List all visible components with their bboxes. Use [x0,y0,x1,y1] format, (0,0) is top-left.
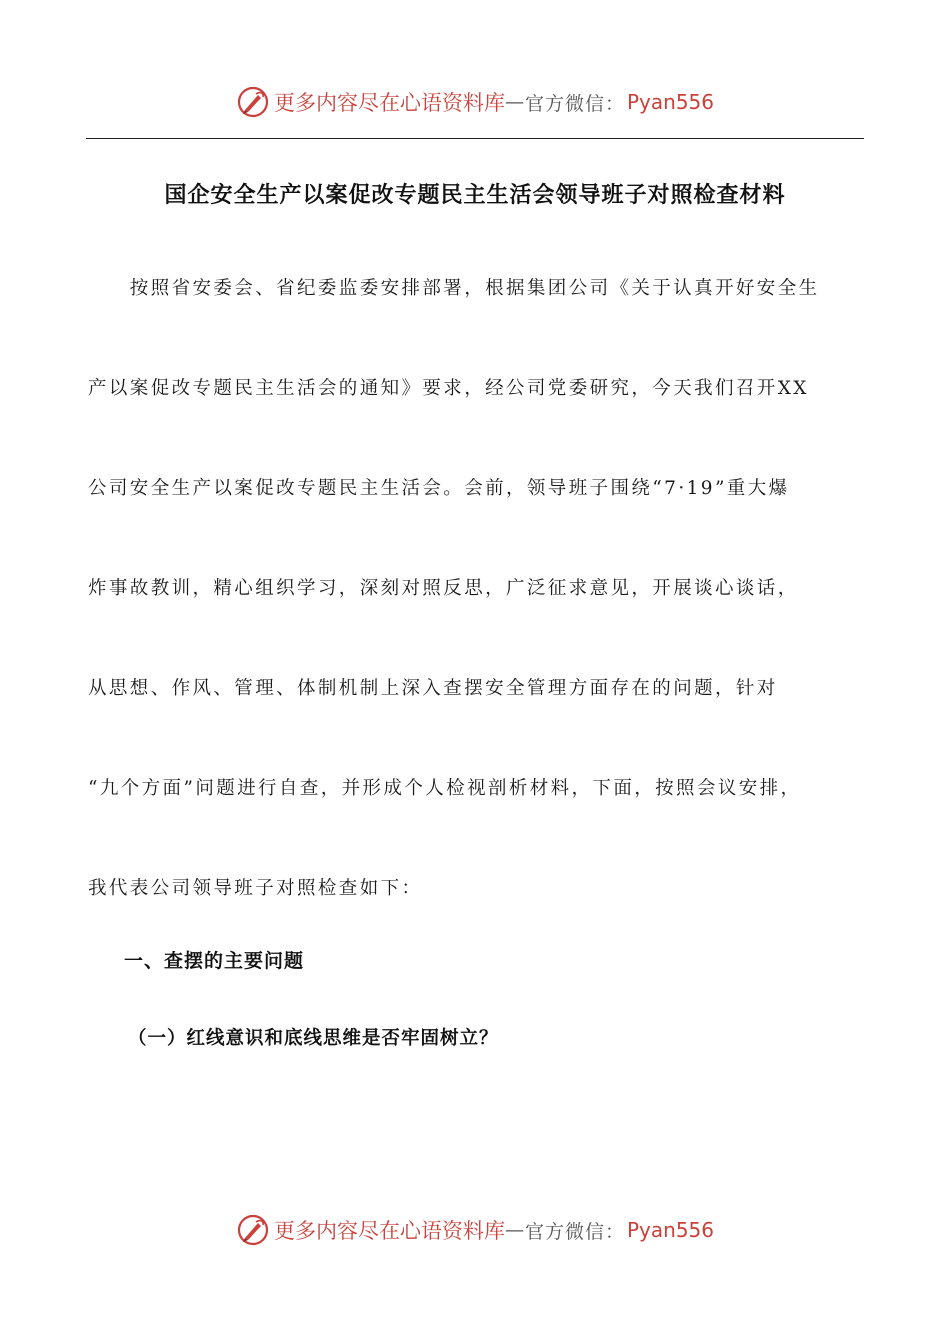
paragraph-line: 公司安全生产以案促改专题民主生活会。会前，领导班子围绕“7·19”重大爆 [88,478,790,499]
watermark-wechat-id: Pyan556 [627,1218,715,1242]
paragraph-line: 从思想、作风、管理、体制机制上深入查摆安全管理方面存在的问题，针对 [88,678,778,699]
document-title: 国企安全生产以案促改专题民主生活会领导班子对照检查材料 [164,183,786,208]
pen-logo-icon [236,85,270,119]
watermark-site-text: 更多内容尽在心语资料库 [273,1219,505,1243]
paragraph-line: “九个方面”问题进行自查，并形成个人检视剖析材料，下面，按照会议安排， [88,778,802,799]
subsection-heading: （一）红线意识和底线思维是否牢固树立？ [128,1028,499,1049]
header-watermark [0,82,950,122]
paragraph-line: 炸事故教训，精心组织学习，深刻对照反思，广泛征求意见，开展谈心谈话， [88,578,799,599]
footer-watermark [0,1210,950,1250]
header-divider [86,138,864,139]
pen-logo-icon [236,1213,270,1247]
watermark-dash: — [504,1219,525,1241]
paragraph-line: 按照省安委会、省纪委监委安排部署，根据集团公司《关于认真开好安全生 [88,278,820,299]
section-heading: 一、查摆的主要问题 [124,950,305,972]
watermark-wechat-label: 官方微信： [524,92,625,115]
paragraph-line: 产以案促改专题民主生活会的通知》要求，经公司党委研究，今天我们召开XX [88,378,809,399]
watermark-wechat-id: Pyan556 [627,90,715,114]
watermark-site-text: 更多内容尽在心语资料库 [273,91,505,115]
watermark-dash: — [504,91,525,113]
watermark-wechat-label: 官方微信： [524,1220,625,1243]
paragraph-line: 我代表公司领导班子对照检查如下： [88,878,423,899]
